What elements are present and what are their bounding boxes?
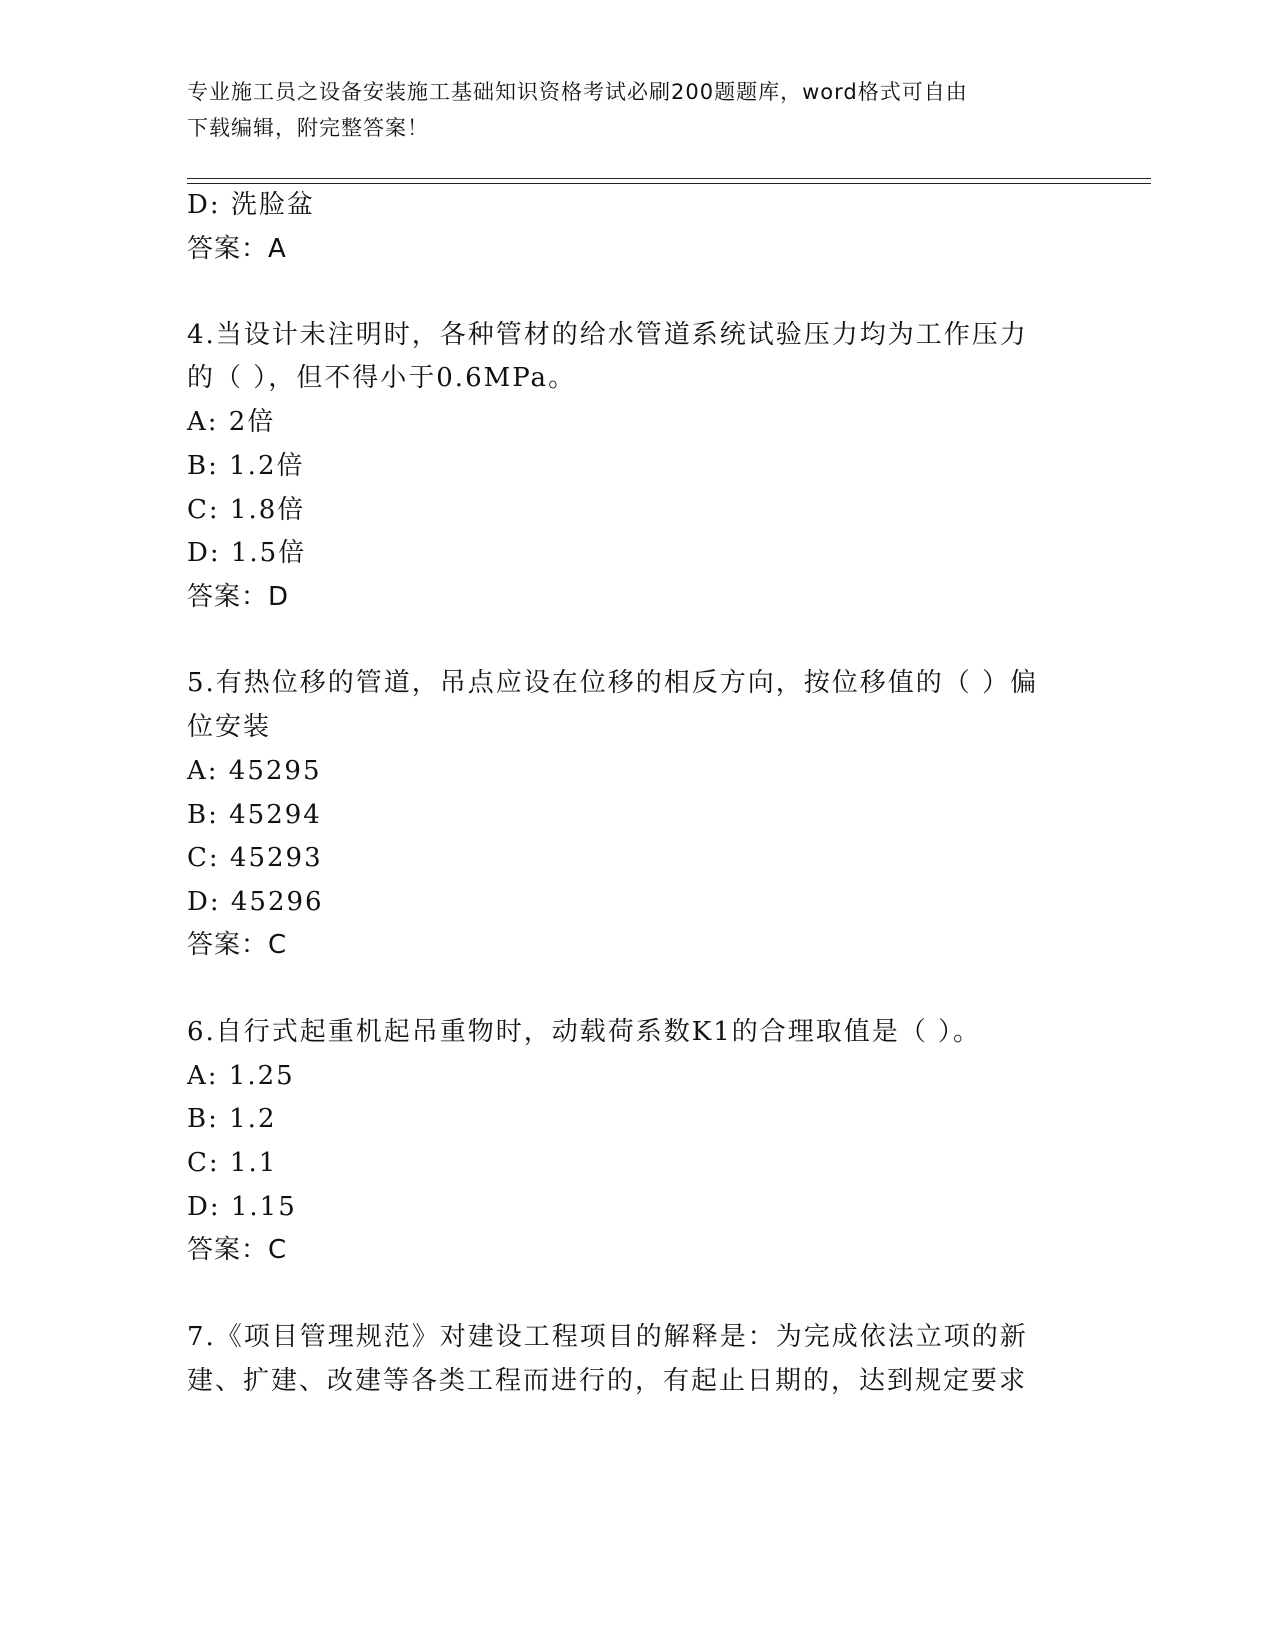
q4-option-a: A: 2倍 (187, 407, 276, 437)
q4-option-b: B: 1.2倍 (187, 451, 305, 481)
q7-stem-line-1: 7.《项目管理规范》对建设工程项目的解释是：为完成依法立项的新 (187, 1322, 1028, 1352)
header-divider-top (187, 178, 1151, 179)
q6-answer: 答案：C (187, 1235, 288, 1265)
q6-option-d: D: 1.15 (187, 1192, 297, 1222)
q5-option-b: B: 45294 (187, 800, 322, 830)
q5-option-a: A: 45295 (187, 756, 322, 786)
header-divider-bottom (187, 183, 1151, 184)
q6-option-c: C: 1.1 (187, 1148, 278, 1178)
q5-stem-line-2: 位安装 (187, 712, 272, 742)
header-line-2: 下载编辑，附完整答案！ (187, 116, 429, 140)
q5-option-c: C: 45293 (187, 843, 323, 873)
q4-stem-line-1: 4.当设计未注明时，各种管材的给水管道系统试验压力均为工作压力 (187, 320, 1028, 350)
q6-option-a: A: 1.25 (187, 1061, 295, 1091)
q5-stem-line-1: 5.有热位移的管道，吊点应设在位移的相反方向，按位移值的（ ）偏 (187, 668, 1039, 698)
q4-stem-line-2: 的（ ），但不得小于0.6MPa。 (187, 363, 577, 393)
q4-option-d: D: 1.5倍 (187, 538, 307, 568)
q5-answer: 答案：C (187, 930, 288, 960)
prev-option-d: D: 洗脸盆 (187, 190, 315, 220)
header-line-1: 专业施工员之设备安装施工基础知识资格考试必刷200题题库，word格式可自由 (187, 80, 968, 104)
q6-option-b: B: 1.2 (187, 1104, 277, 1134)
q4-answer: 答案：D (187, 582, 290, 612)
q7-stem-line-2: 建、扩建、改建等各类工程而进行的，有起止日期的，达到规定要求 (187, 1366, 1028, 1396)
prev-answer: 答案：A (187, 234, 287, 264)
q6-stem-line-1: 6.自行式起重机起吊重物时，动载荷系数K1的合理取值是（ ）。 (187, 1017, 982, 1047)
q5-option-d: D: 45296 (187, 887, 324, 917)
document-header (187, 74, 1087, 146)
q4-option-c: C: 1.8倍 (187, 495, 306, 525)
